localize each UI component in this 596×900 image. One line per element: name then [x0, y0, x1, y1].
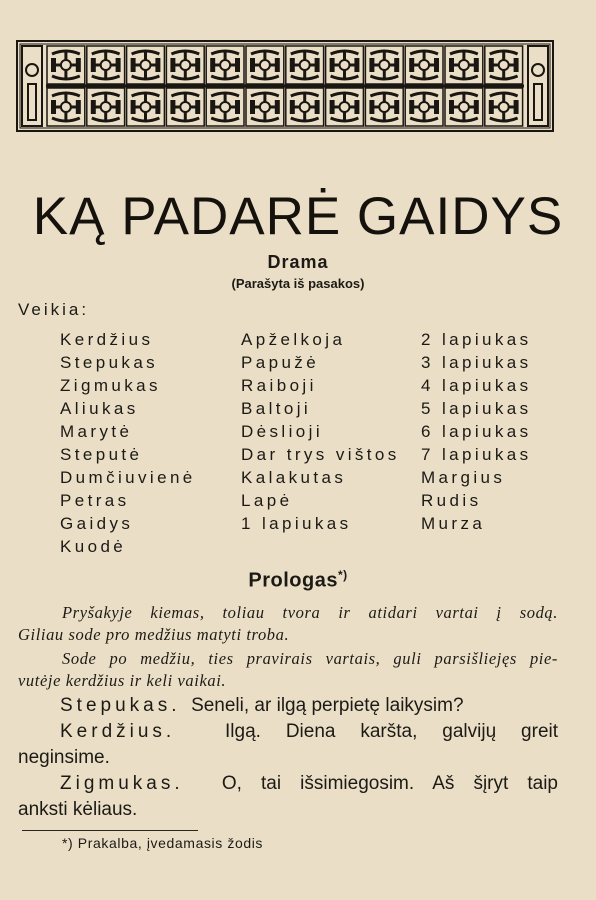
cast-column-3 — [421, 328, 532, 535]
stage-direction — [18, 602, 558, 646]
ornament-motif — [47, 88, 85, 126]
cast-column-1 — [60, 328, 196, 558]
cast-item: 6 lapiukas — [421, 422, 532, 441]
dialogue-text: Seneli, ar ilgą perpietę laikysim? — [191, 695, 464, 716]
ornament-motif — [246, 88, 284, 126]
footnote-marker: *) — [337, 568, 348, 582]
dialogue-text: anksti kėliaus. — [18, 799, 138, 820]
stage-direction-line: vutėje kerdžius ir keli vaikai. — [18, 671, 227, 690]
ornament-motif — [47, 46, 85, 84]
cast-item: Marytė — [60, 422, 133, 441]
cast-item: Lapė — [241, 491, 293, 510]
ornament-motif — [485, 88, 523, 126]
cast-item: Petras — [60, 491, 130, 510]
cast-item: Gaidys — [60, 514, 134, 533]
section-title: Prologas — [248, 569, 338, 592]
speaker-name: Stepukas. — [60, 695, 181, 716]
dialogue-line — [18, 693, 558, 719]
cast-item: Raiboji — [241, 376, 317, 395]
cast-item: Dumčiuvienė — [60, 468, 196, 487]
stage-direction-line: Pryšakyje kiemas, toliau tvora ir atidari vartai į sodą. — [62, 603, 558, 622]
cast-item: Stepukas — [60, 353, 159, 372]
cast-item: 2 lapiukas — [421, 330, 532, 349]
cast-column-2 — [241, 328, 400, 535]
ornament-motif — [405, 46, 443, 84]
ornament-motif — [246, 46, 284, 84]
ornament-motif — [365, 46, 403, 84]
dialogue-line — [18, 719, 558, 771]
cast-item: Papužė — [241, 353, 320, 372]
stage-direction-line: Giliau sode pro medžius matyti troba. — [18, 625, 290, 644]
cast-item: Margius — [421, 468, 506, 487]
subtitle-note: (Parašyta iš pasakos) — [231, 276, 365, 291]
ornament-motif — [127, 88, 165, 126]
ornament-motif — [445, 46, 483, 84]
ornament-motif — [485, 46, 523, 84]
ornament-motif — [166, 46, 204, 84]
cast-item: 5 lapiukas — [421, 399, 532, 418]
cast-item: Murza — [421, 514, 486, 533]
stage-direction — [18, 648, 558, 692]
cast-item: 7 lapiukas — [421, 445, 532, 464]
footnote: *) Prakalba, įvedamasis žodis — [62, 835, 264, 851]
cast-item: Kuodė — [60, 537, 127, 556]
cast-item: Aliukas — [60, 399, 139, 418]
dialogue-text: neginsime. — [18, 747, 110, 768]
cast-item: Kerdžius — [60, 330, 154, 349]
ornament-motif — [87, 88, 125, 126]
cast-item: Baltoji — [241, 399, 312, 418]
ornament-motif — [286, 88, 324, 126]
ornament-motif — [445, 88, 483, 126]
cast-item: Zigmukas — [60, 376, 161, 395]
ornament-motif — [87, 46, 125, 84]
cast-item: 4 lapiukas — [421, 376, 532, 395]
dialogue-line — [18, 771, 558, 823]
cast-item: Apželkoja — [241, 330, 346, 349]
ornament-motif — [326, 88, 364, 126]
cast-label: Veikia: — [18, 300, 90, 319]
cast-item: Kalakutas — [241, 468, 347, 487]
cast-item: Dar trys vištos — [241, 445, 400, 464]
cast-item: Rudis — [421, 491, 482, 510]
ornament-motif — [286, 46, 324, 84]
cast-item: Dėslioji — [241, 422, 323, 441]
dialogue-text: O, tai išsimiegosim. Aš šįryt taip — [221, 773, 559, 794]
ornament-motif — [326, 46, 364, 84]
subtitle: Drama — [267, 252, 329, 272]
cast-item: 3 lapiukas — [421, 353, 532, 372]
ornament-motif — [166, 88, 204, 126]
ornament-motif — [206, 88, 244, 126]
ornament-motif — [365, 88, 403, 126]
cast-item: Steputė — [60, 445, 143, 464]
page-title: KĄ PADARĖ GAIDYS — [32, 187, 564, 246]
dialogue-text: Ilgą. Diena karšta, galvijų greit — [225, 721, 559, 742]
stage-direction-line: Sode po medžiu, ties pravirais vartais, guli parsišliejęs pie- — [62, 649, 558, 668]
ornament-motif — [206, 46, 244, 84]
section-heading — [0, 568, 596, 593]
footnote-divider — [22, 830, 198, 831]
cast-item: 1 lapiukas — [241, 514, 352, 533]
speaker-name: Zigmukas. — [60, 773, 184, 794]
ornament-motif — [405, 88, 443, 126]
speaker-name: Kerdžius. — [60, 721, 176, 742]
decorative-border-ornament — [16, 40, 554, 132]
ornament-motif — [127, 46, 165, 84]
